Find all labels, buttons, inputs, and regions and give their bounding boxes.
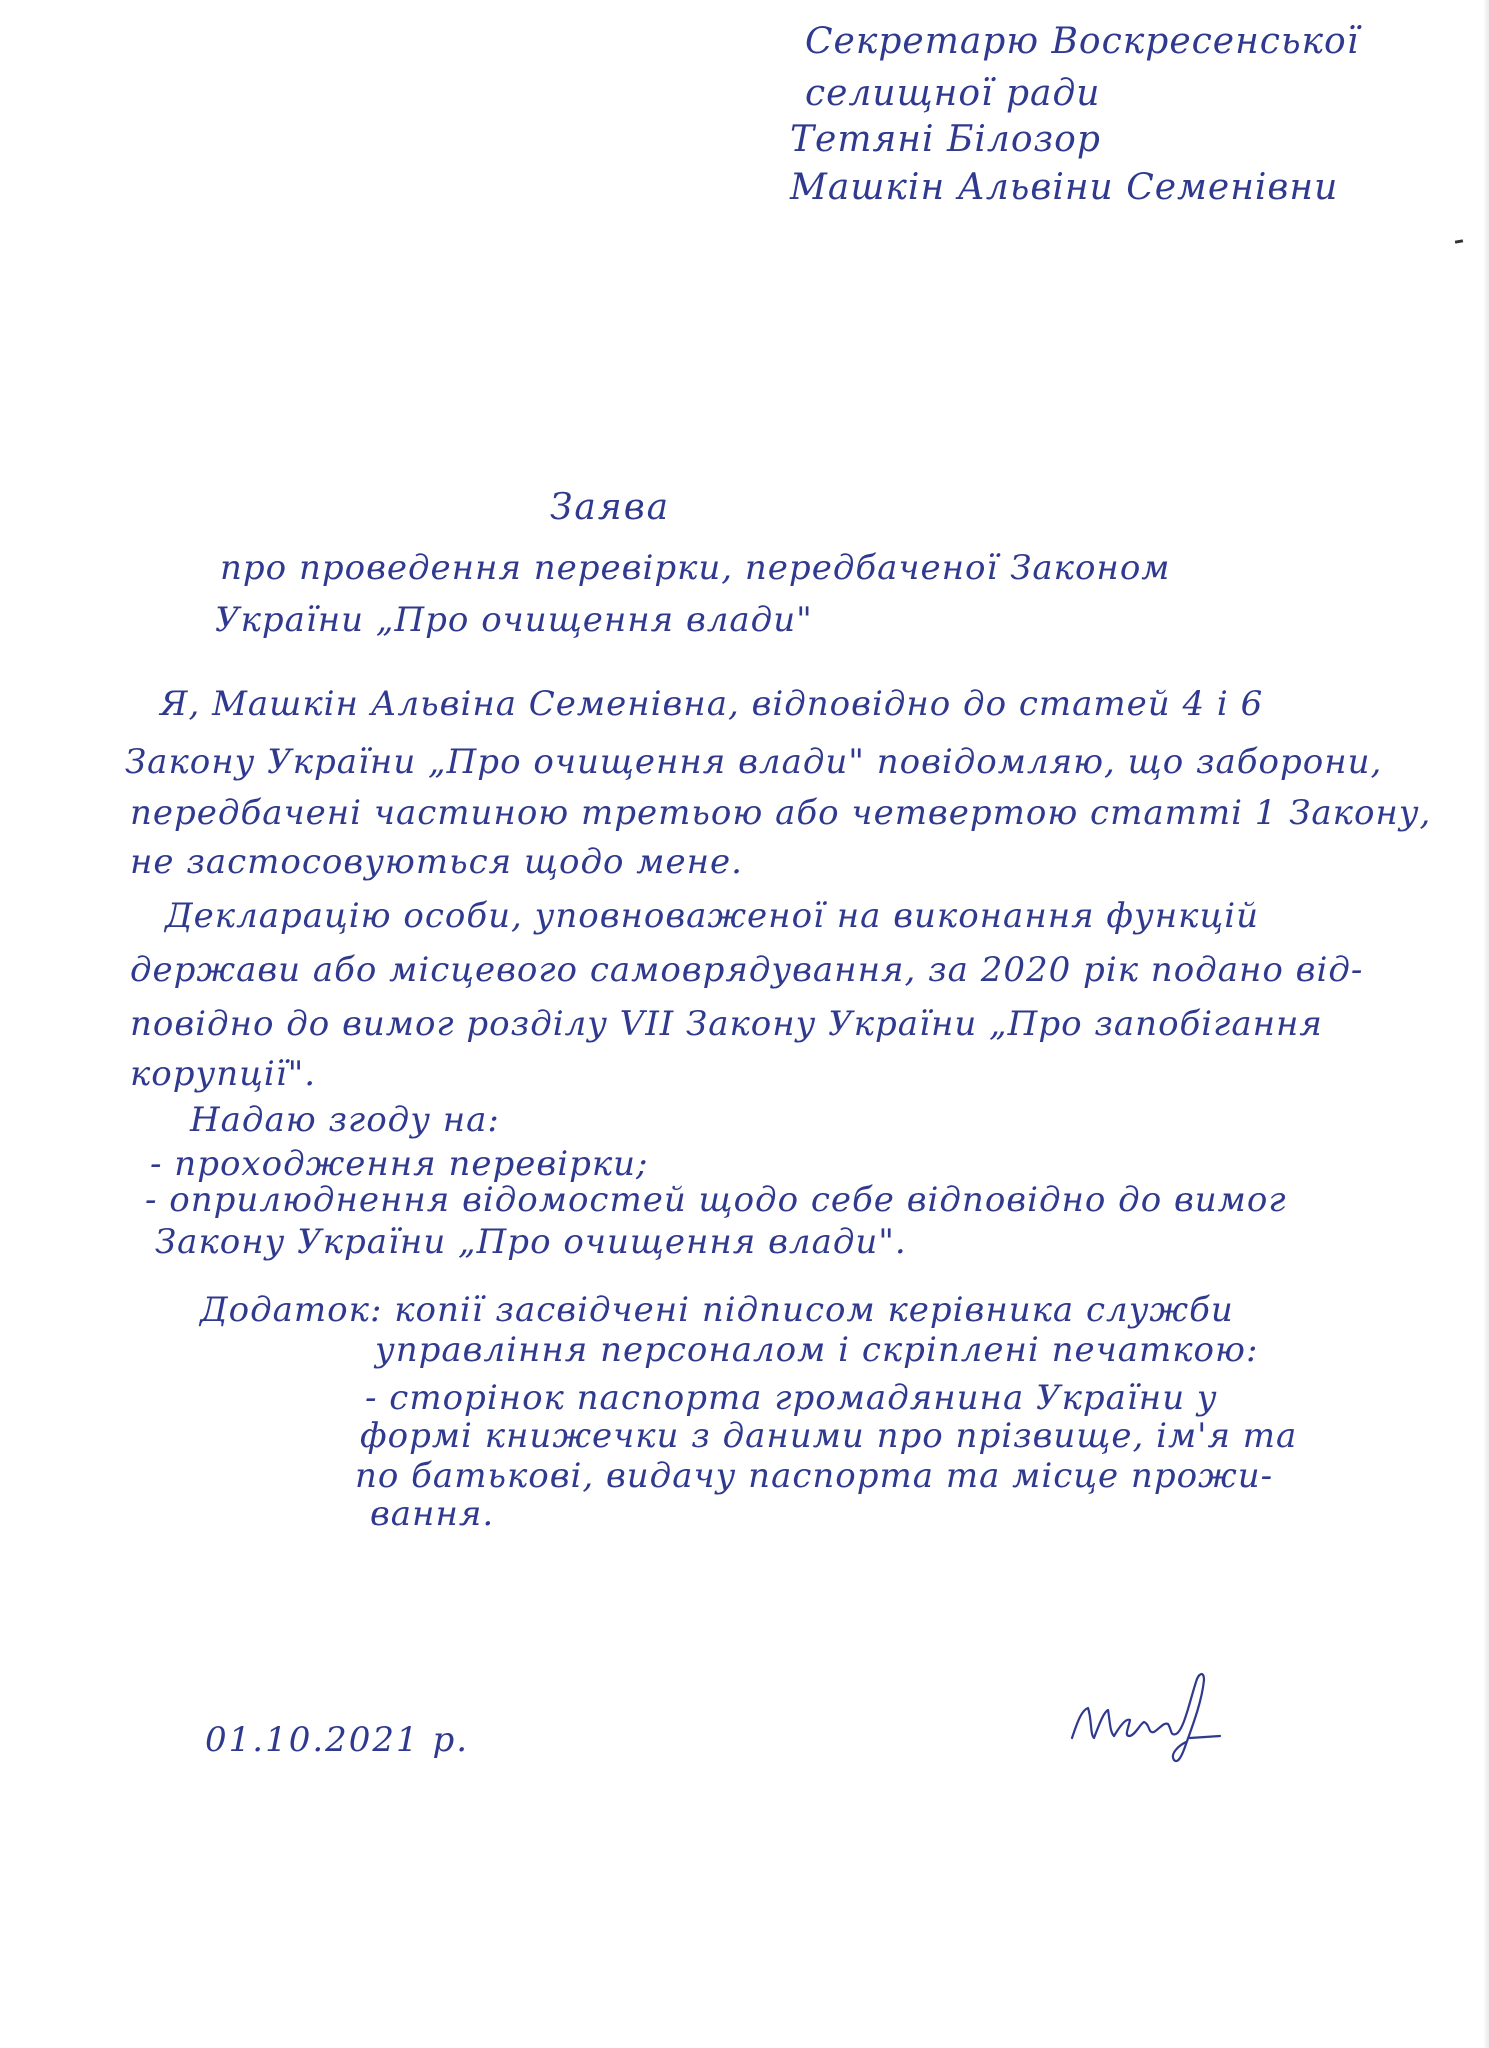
body-line: - оприлюднення відомостей щодо себе відповідно до вимог bbox=[145, 1180, 1287, 1220]
addressee-line: Секретарю Воскресенської bbox=[805, 21, 1360, 62]
document-title: Заява bbox=[550, 487, 671, 528]
signature-image bbox=[1060, 1660, 1230, 1770]
body-line: корупції". bbox=[130, 1054, 317, 1094]
attachment-line: формі книжечки з даними про прізвище, ім'я та bbox=[360, 1416, 1298, 1456]
attachment-line: Додаток: копії засвідчені підписом керівника служби bbox=[200, 1290, 1234, 1330]
document-date: 01.10.2021 р. bbox=[205, 1720, 470, 1760]
body-line: передбачені частиною третьою або четвертою статті 1 Закону, bbox=[130, 793, 1432, 833]
body-line: Закону України „Про очищення влади". bbox=[155, 1222, 907, 1262]
addressee-line: Тетяні Білозор bbox=[790, 119, 1101, 160]
subtitle-line: України „Про очищення влади" bbox=[215, 600, 813, 640]
body-line: повідно до вимог розділу VII Закону України „Про запобігання bbox=[130, 1004, 1323, 1044]
subtitle-line: про проведення перевірки, передбаченої Законом bbox=[220, 548, 1171, 588]
attachment-line: вання. bbox=[370, 1494, 495, 1534]
edge-mark bbox=[1455, 239, 1463, 243]
body-line: Надаю згоду на: bbox=[190, 1100, 500, 1140]
body-line: Я, Машкін Альвіна Семенівна, відповідно до статей 4 і 6 bbox=[160, 684, 1264, 724]
attachment-line: по батькові, видачу паспорта та місце прожи- bbox=[355, 1456, 1274, 1496]
body-line: Декларацію особи, уповноваженої на виконання функцій bbox=[165, 896, 1259, 936]
page-edge-shadow bbox=[1483, 0, 1489, 2048]
body-line: не застосовуються щодо мене. bbox=[130, 842, 743, 882]
addressee-line: Машкін Альвіни Семенівни bbox=[790, 167, 1339, 208]
attachment-line: управління персоналом і скріплені печаткою: bbox=[375, 1330, 1259, 1370]
attachment-line: - сторінок паспорта громадянина України у bbox=[365, 1378, 1218, 1418]
addressee-line: селищної ради bbox=[805, 73, 1101, 114]
body-line: держави або місцевого самоврядування, за 2020 рік подано від- bbox=[130, 950, 1364, 990]
body-line: - проходження перевірки; bbox=[150, 1144, 649, 1184]
body-line: Закону України „Про очищення влади" повідомляю, що заборони, bbox=[125, 742, 1383, 782]
